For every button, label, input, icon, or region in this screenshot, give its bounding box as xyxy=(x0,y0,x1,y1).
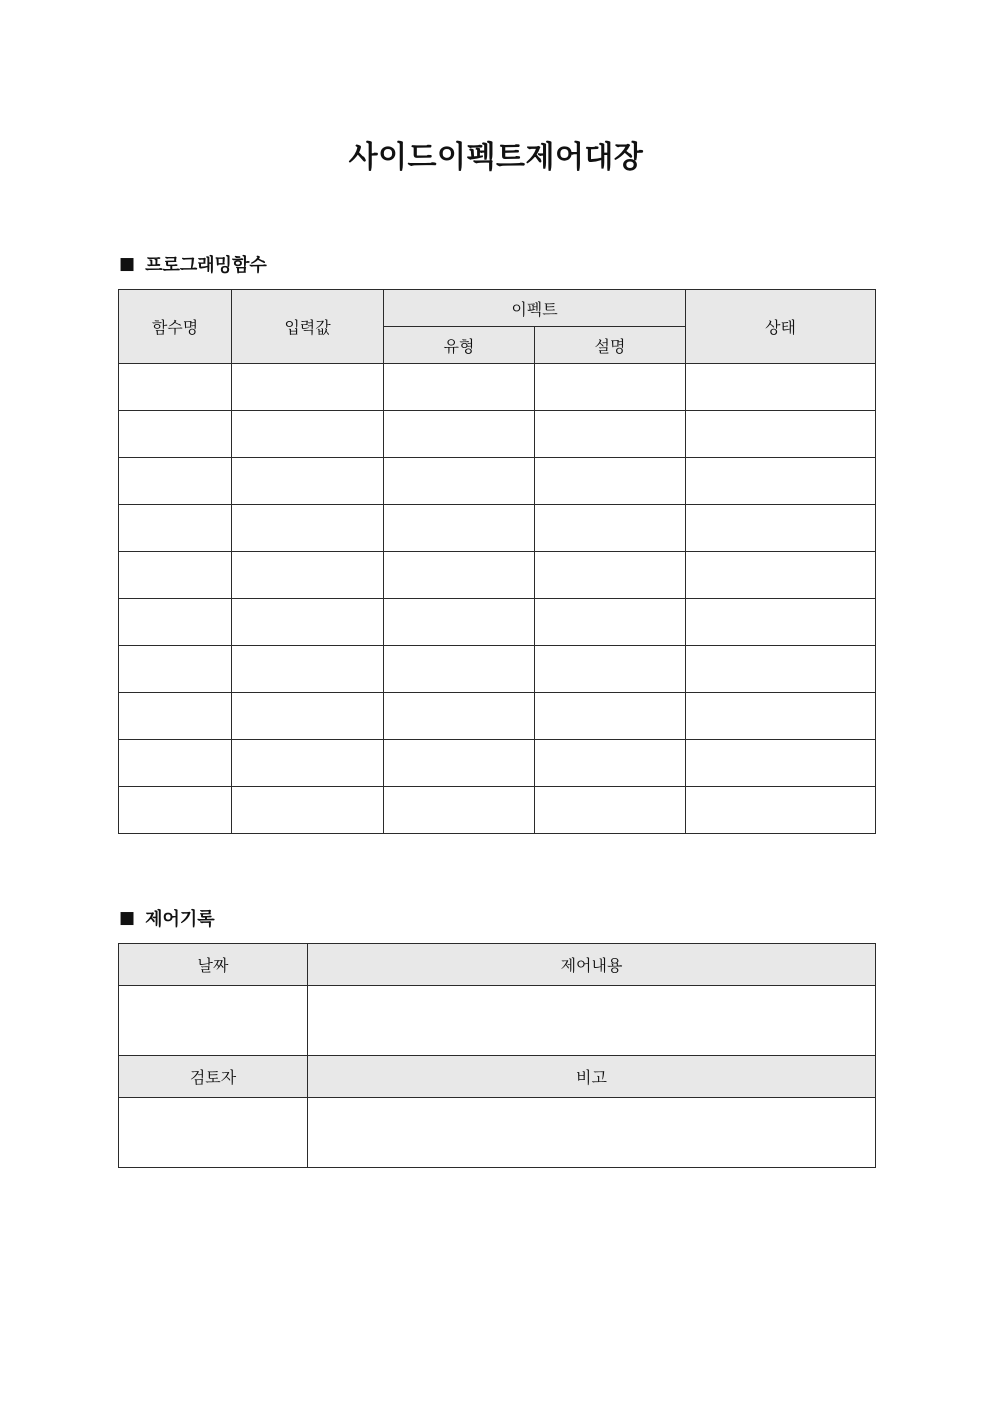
section-heading-label: 제어기록 xyxy=(145,909,215,930)
section-heading-control-log xyxy=(119,906,215,930)
header-effect-description: 설명 xyxy=(535,327,686,364)
square-bullet-icon: ■ xyxy=(119,253,136,274)
document-title: 사이드이펙트제어대장 xyxy=(348,140,644,175)
effect-type-cell[interactable] xyxy=(384,646,535,693)
effect-type-cell[interactable] xyxy=(384,505,535,552)
header-effect-type: 유형 xyxy=(384,327,535,364)
effect-type-cell[interactable] xyxy=(384,364,535,411)
input-value-cell[interactable] xyxy=(232,740,384,787)
status-cell[interactable] xyxy=(686,411,876,458)
effect-description-cell[interactable] xyxy=(535,552,686,599)
function-name-cell[interactable] xyxy=(119,646,232,693)
effect-description-cell[interactable] xyxy=(535,787,686,834)
effect-description-cell[interactable] xyxy=(535,364,686,411)
table-row xyxy=(119,646,876,693)
header-remarks: 비고 xyxy=(308,1056,876,1098)
control-log-table xyxy=(118,943,876,1168)
input-value-cell[interactable] xyxy=(232,599,384,646)
input-value-cell[interactable] xyxy=(232,787,384,834)
function-name-cell[interactable] xyxy=(119,505,232,552)
function-name-cell[interactable] xyxy=(119,458,232,505)
effect-description-cell[interactable] xyxy=(535,411,686,458)
input-value-cell[interactable] xyxy=(232,364,384,411)
function-name-cell[interactable] xyxy=(119,599,232,646)
date-cell[interactable] xyxy=(119,986,308,1056)
section-heading-label: 프로그래밍함수 xyxy=(145,255,267,276)
header-function-name: 함수명 xyxy=(119,290,232,364)
input-value-cell[interactable] xyxy=(232,458,384,505)
remarks-cell[interactable] xyxy=(308,1098,876,1168)
square-bullet-icon: ■ xyxy=(119,907,136,928)
input-value-cell[interactable] xyxy=(232,693,384,740)
status-cell[interactable] xyxy=(686,599,876,646)
function-name-cell[interactable] xyxy=(119,552,232,599)
table-row xyxy=(119,787,876,834)
effect-type-cell[interactable] xyxy=(384,740,535,787)
status-cell[interactable] xyxy=(686,646,876,693)
table-row xyxy=(119,505,876,552)
function-name-cell[interactable] xyxy=(119,364,232,411)
status-cell[interactable] xyxy=(686,787,876,834)
table-row xyxy=(119,740,876,787)
input-value-cell[interactable] xyxy=(232,552,384,599)
input-value-cell[interactable] xyxy=(232,411,384,458)
effect-description-cell[interactable] xyxy=(535,646,686,693)
table-row xyxy=(119,411,876,458)
status-cell[interactable] xyxy=(686,364,876,411)
section-heading-functions xyxy=(119,252,267,276)
status-cell[interactable] xyxy=(686,740,876,787)
function-name-cell[interactable] xyxy=(119,693,232,740)
effect-type-cell[interactable] xyxy=(384,693,535,740)
reviewer-cell[interactable] xyxy=(119,1098,308,1168)
status-cell[interactable] xyxy=(686,693,876,740)
header-effect: 이펙트 xyxy=(384,290,686,327)
header-status: 상태 xyxy=(686,290,876,364)
effect-description-cell[interactable] xyxy=(535,740,686,787)
effect-description-cell[interactable] xyxy=(535,458,686,505)
header-control-content: 제어내용 xyxy=(308,944,876,986)
input-value-cell[interactable] xyxy=(232,646,384,693)
status-cell[interactable] xyxy=(686,458,876,505)
table-row xyxy=(119,364,876,411)
header-reviewer: 검토자 xyxy=(119,1056,308,1098)
table-row xyxy=(119,552,876,599)
effect-description-cell[interactable] xyxy=(535,693,686,740)
functions-table xyxy=(118,289,876,834)
function-name-cell[interactable] xyxy=(119,787,232,834)
header-input-value: 입력값 xyxy=(232,290,384,364)
effect-type-cell[interactable] xyxy=(384,787,535,834)
function-name-cell[interactable] xyxy=(119,411,232,458)
control-content-cell[interactable] xyxy=(308,986,876,1056)
table-row xyxy=(119,693,876,740)
status-cell[interactable] xyxy=(686,552,876,599)
effect-type-cell[interactable] xyxy=(384,411,535,458)
effect-description-cell[interactable] xyxy=(535,505,686,552)
effect-type-cell[interactable] xyxy=(384,458,535,505)
input-value-cell[interactable] xyxy=(232,505,384,552)
status-cell[interactable] xyxy=(686,505,876,552)
table-row xyxy=(119,599,876,646)
effect-type-cell[interactable] xyxy=(384,552,535,599)
effect-description-cell[interactable] xyxy=(535,599,686,646)
header-date: 날짜 xyxy=(119,944,308,986)
table-row xyxy=(119,458,876,505)
effect-type-cell[interactable] xyxy=(384,599,535,646)
function-name-cell[interactable] xyxy=(119,740,232,787)
